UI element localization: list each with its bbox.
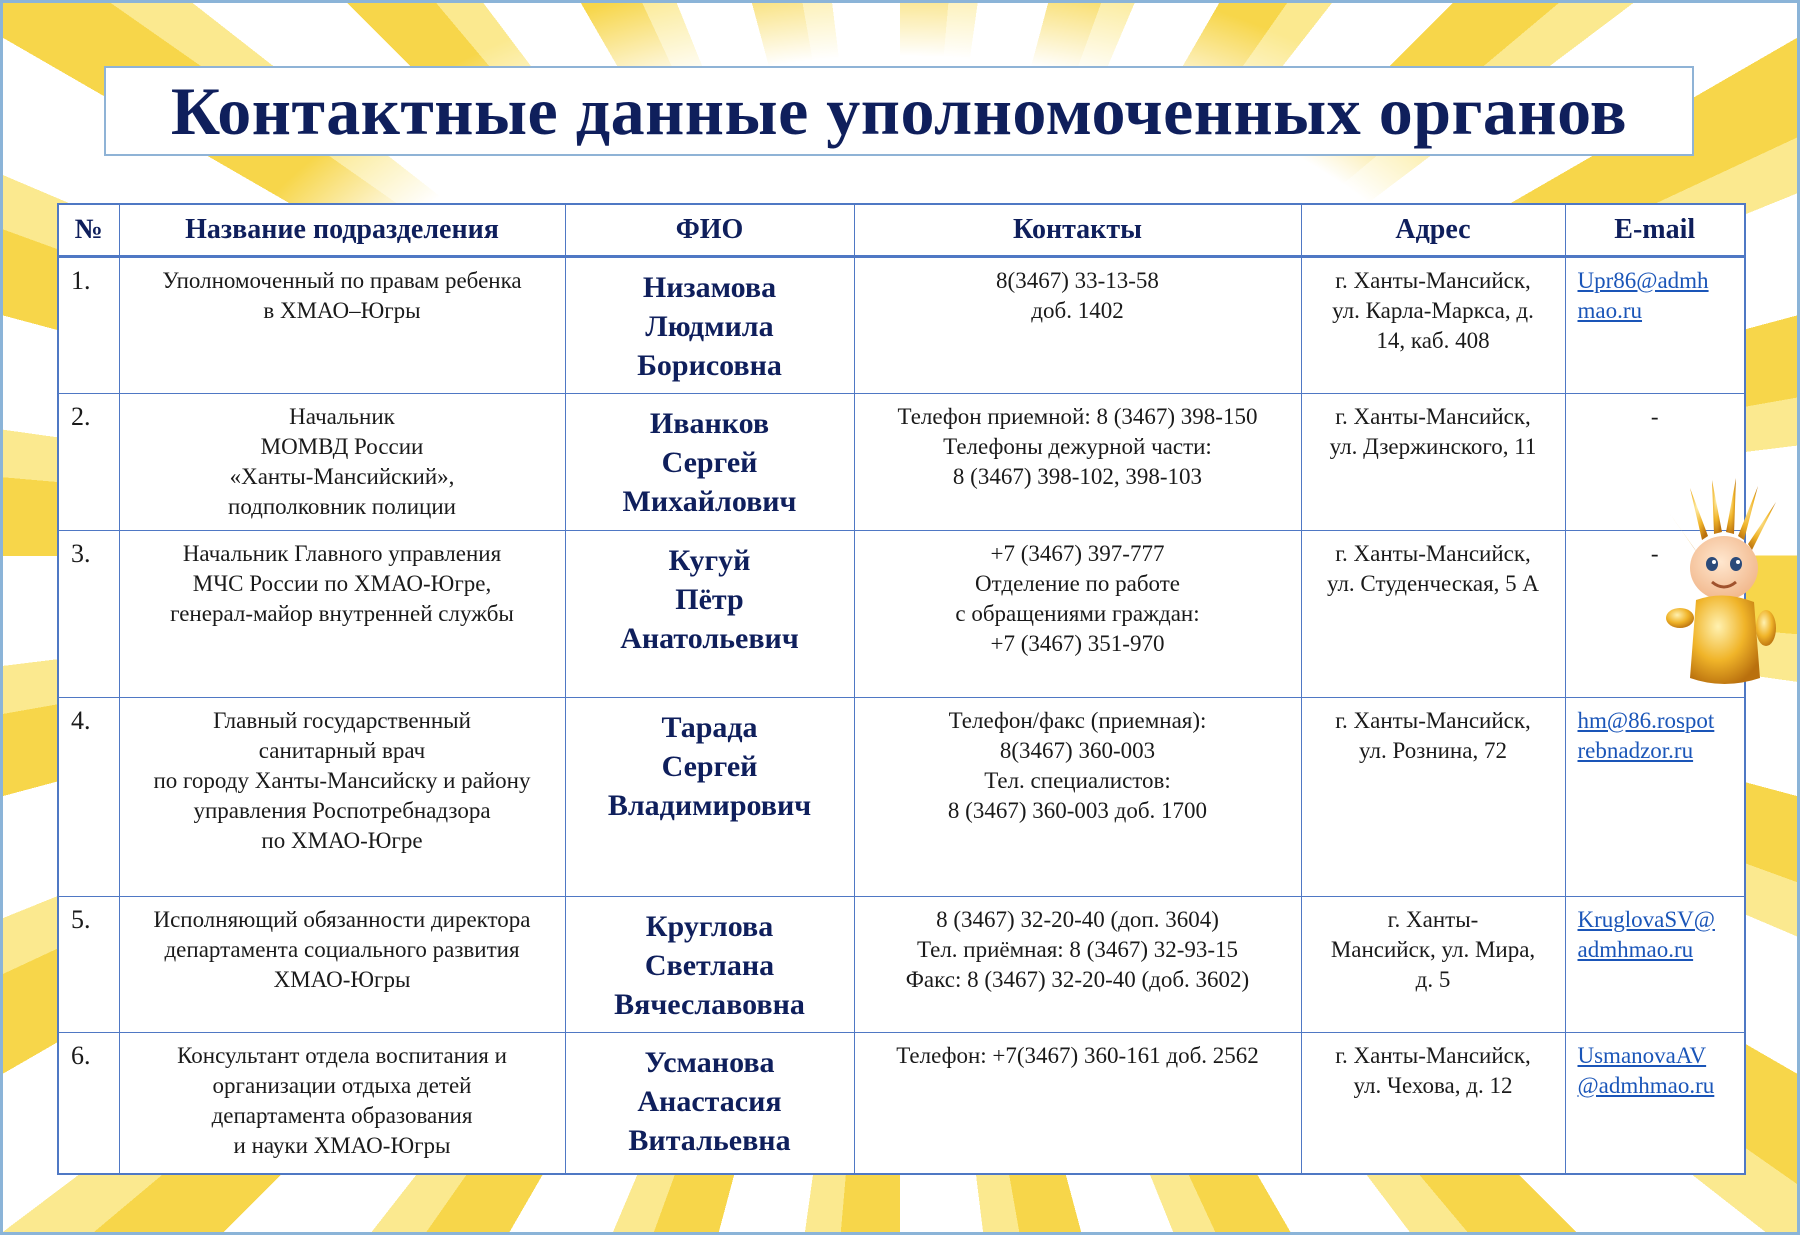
email-cell: [1565, 697, 1745, 896]
department-cell: [119, 256, 565, 393]
patronymic: Вячеславовна: [614, 987, 805, 1021]
department-line: управления Роспотребнадзора: [193, 797, 491, 823]
department-line: генерал-майор внутренней службы: [170, 600, 514, 626]
address-line: ул. Рознина, 72: [1359, 737, 1507, 763]
contact-line: 8 (3467) 398-102, 398-103: [952, 463, 1203, 489]
fio-cell: [565, 896, 854, 1032]
address-line: г. Ханты-Мансийск,: [1335, 540, 1531, 566]
department-cell: [119, 697, 565, 896]
department-line: департамента социального развития: [164, 936, 520, 962]
contact-line: 8(3467) 360-003: [999, 737, 1156, 763]
department-line: подполковник полиции: [228, 493, 456, 519]
contacts-cell: [854, 530, 1301, 697]
department-line: в ХМАО–Югры: [263, 297, 421, 323]
table-row: [58, 697, 1745, 896]
address-line: ул. Дзержинского, 11: [1329, 433, 1537, 459]
row-number: 5.: [58, 896, 119, 1032]
contacts-cell: [854, 697, 1301, 896]
address-line: г. Ханты-Мансийск,: [1335, 707, 1531, 733]
surname: Круглова: [645, 909, 774, 943]
header-number: №: [58, 204, 119, 256]
contact-line: Тел. специалистов:: [984, 767, 1171, 793]
department-line: организации отдыха детей: [212, 1072, 472, 1098]
department-line: МОМВД России: [260, 433, 424, 459]
contacts-cell: [854, 256, 1301, 393]
address-line: д. 5: [1415, 966, 1451, 992]
first-name: Анастасия: [637, 1084, 782, 1118]
address-cell: [1301, 256, 1565, 393]
row-number: 2.: [58, 393, 119, 530]
contact-line: доб. 1402: [1031, 297, 1124, 323]
email-cell: -: [1565, 393, 1745, 530]
page-title: Контактные данные уполномоченных органов: [170, 72, 1628, 149]
patronymic: Владимирович: [607, 788, 812, 822]
surname: Иванков: [649, 406, 770, 440]
department-line: департамента образования: [211, 1102, 473, 1128]
table-row: [58, 896, 1745, 1032]
contacts-table: [57, 203, 1746, 1175]
address-cell: [1301, 1032, 1565, 1174]
patronymic: Борисовна: [637, 348, 782, 382]
address-line: ул. Студенческая, 5 А: [1326, 570, 1540, 596]
contact-line: Телефон: +7(3467) 360-161 доб. 2562: [896, 1042, 1259, 1068]
address-line: г. Ханты-Мансийск,: [1335, 403, 1531, 429]
mascot-face: [1690, 536, 1758, 600]
contact-line: с обращениями граждан:: [955, 600, 1200, 626]
department-line: санитарный врач: [258, 737, 426, 763]
address-line: г. Ханты-: [1387, 906, 1479, 932]
first-name: Пётр: [675, 582, 744, 616]
contact-line: Факс: 8 (3467) 32-20-40 (доб. 3602): [905, 966, 1250, 992]
contact-line: 8(3467) 33-13-58: [996, 267, 1159, 293]
surname: Низамова: [642, 270, 777, 304]
department-line: Главный государственный: [213, 707, 471, 733]
department-cell: [119, 530, 565, 697]
department-line: «Ханты-Мансийский»,: [229, 463, 455, 489]
fio-cell: [565, 697, 854, 896]
first-name: Сергей: [661, 749, 758, 783]
email-link[interactable]: Upr86@admh mao.ru: [1577, 267, 1709, 323]
address-cell: [1301, 697, 1565, 896]
header-fio: ФИО: [565, 204, 854, 256]
address-line: ул. Карла-Маркса, д.: [1332, 297, 1534, 323]
fio-cell: [565, 1032, 854, 1174]
table-row: [58, 256, 1745, 393]
department-line: Исполняющий обязанности директора: [153, 906, 531, 932]
email-cell: -: [1565, 530, 1745, 697]
surname: Тарада: [661, 710, 758, 744]
patronymic: Михайлович: [622, 484, 797, 518]
contacts-cell: [854, 393, 1301, 530]
department-cell: [119, 1032, 565, 1174]
contact-line: Тел. приёмная: 8 (3467) 32-93-15: [916, 936, 1239, 962]
department-line: Начальник: [289, 403, 395, 429]
department-cell: [119, 393, 565, 530]
address-line: ул. Чехова, д. 12: [1353, 1072, 1513, 1098]
address-line: Мансийск, ул. Мира,: [1330, 936, 1536, 962]
contact-line: Телефон/факс (приемная):: [948, 707, 1207, 733]
row-number: 4.: [58, 697, 119, 896]
contact-line: +7 (3467) 351-970: [990, 630, 1165, 656]
fio-cell: [565, 393, 854, 530]
address-cell: [1301, 896, 1565, 1032]
contact-line: Телефон приемной: 8 (3467) 398-150: [897, 403, 1258, 429]
email-link[interactable]: KruglovaSV@ admhmao.ru: [1577, 906, 1715, 962]
surname: Кугуй: [668, 543, 751, 577]
department-line: по городу Ханты-Мансийску и району: [153, 767, 531, 793]
first-name: Людмила: [645, 309, 774, 343]
address-cell: [1301, 393, 1565, 530]
email-cell: [1565, 1032, 1745, 1174]
department-line: и науки ХМАО-Югры: [233, 1132, 451, 1158]
surname: Усманова: [644, 1045, 775, 1079]
contact-line: 8 (3467) 32-20-40 (доп. 3604): [936, 906, 1219, 932]
department-line: МЧС России по ХМАО-Югре,: [192, 570, 492, 596]
department-cell: [119, 896, 565, 1032]
department-line: по ХМАО-Югре: [261, 827, 423, 853]
header-address: Адрес: [1301, 204, 1565, 256]
table-row: [58, 393, 1745, 530]
email-cell: [1565, 256, 1745, 393]
patronymic: Анатольевич: [620, 621, 799, 655]
address-line: 14, каб. 408: [1376, 327, 1490, 353]
department-line: Консультант отдела воспитания и: [177, 1042, 507, 1068]
fio-cell: [565, 256, 854, 393]
department-line: Начальник Главного управления: [182, 540, 502, 566]
table-row: [58, 530, 1745, 697]
table-header-row: [58, 204, 1745, 256]
address-cell: [1301, 530, 1565, 697]
row-number: 3.: [58, 530, 119, 697]
first-name: Светлана: [644, 948, 775, 982]
contact-line: Отделение по работе: [975, 570, 1180, 596]
department-line: ХМАО-Югры: [273, 966, 411, 992]
department-line: Уполномоченный по правам ребенка: [162, 267, 522, 293]
address-line: г. Ханты-Мансийск,: [1335, 267, 1531, 293]
header-department: Название подразделения: [119, 204, 565, 256]
mascot-body: [1690, 595, 1760, 684]
contact-line: Телефоны дежурной части:: [943, 433, 1212, 459]
title-box: [104, 66, 1694, 156]
contact-line: +7 (3467) 397-777: [990, 540, 1165, 566]
header-email: E-mail: [1565, 204, 1745, 256]
contacts-cell: [854, 1032, 1301, 1174]
email-cell: [1565, 896, 1745, 1032]
patronymic: Витальевна: [628, 1123, 791, 1157]
email-link[interactable]: UsmanovaAV @admhmao.ru: [1577, 1042, 1715, 1098]
table-row: [58, 1032, 1745, 1174]
address-line: г. Ханты-Мансийск,: [1335, 1042, 1531, 1068]
contacts-cell: [854, 896, 1301, 1032]
header-contacts: Контакты: [854, 204, 1301, 256]
row-number: 6.: [58, 1032, 119, 1174]
fio-cell: [565, 530, 854, 697]
row-number: 1.: [58, 256, 119, 393]
email-link[interactable]: hm@86.rospot rebnadzor.ru: [1577, 707, 1715, 763]
contacts-table-wrap: [57, 203, 1744, 1175]
contact-line: 8 (3467) 360-003 доб. 1700: [947, 797, 1208, 823]
first-name: Сергей: [661, 445, 758, 479]
mascot-illustration: [1662, 478, 1800, 688]
